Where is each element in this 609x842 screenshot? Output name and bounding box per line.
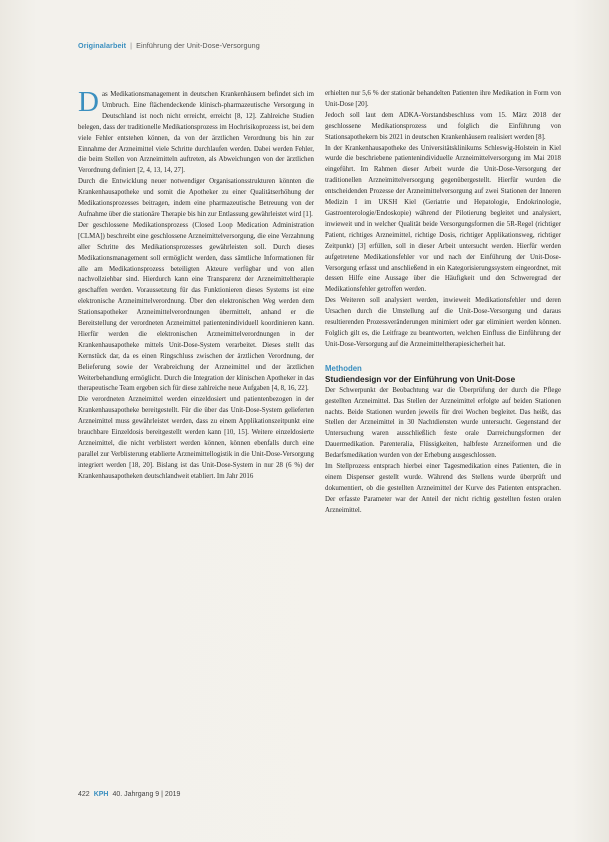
left-column xyxy=(78,86,314,483)
header-separator: | xyxy=(130,41,133,50)
paragraph xyxy=(78,86,314,177)
paragraph: Die verordneten Arzneimittel werden einzeldosiert und patientenbezogen in der Krankenhausapotheke bereitgestellt. Für die über das Unit-Dose-System gelieferten Arzneimittel muss gewährleistet werden, dass zu einem Applikationszeitpunkt eine brauchbare Einzeldosis bereitgestellt werden kann [10, 15]. Weitere einzeldosierte Arzneimittel, die nicht verblistert werden können, können ebenfalls durch eine parallel zur Verblisterung etablierte Arzneimittellogistik in die Unit-Dose-Versorgung integriert werden [18, 20]. Bislang ist das Unit-Dose-System in nur 28 (6 %) der Krankenhausapotheken deutschlandweit etabliert. Im Jahr 2016 xyxy=(78,396,314,480)
running-header xyxy=(78,41,260,50)
journal-issue: 40. Jahrgang 9 | 2019 xyxy=(112,791,181,798)
header-section-label: Originalarbeit xyxy=(78,41,127,50)
paragraph: Durch die Entwicklung neuer notwendiger Organisationsstrukturen könnten die Krankenhausapotheke und somit die Apotheker zu einer Qualitätserhöhung der Medikationsprozesses beitragen, indem eine pharmazeutische Betreuung von der Aufnahme über die stationäre Therapie bis hin zur Entlassung gewährleistet wird [1]. xyxy=(78,178,314,218)
right-column xyxy=(325,89,561,517)
page-number: 422 xyxy=(78,791,90,798)
paragraph: Jedoch soll laut dem ADKA-Vorstandsbeschluss vom 15. März 2018 der geschlossene Medikationsprozess und folglich die Einführung von Stationsapothekern bis 2021 in deutschen Krankenhäusern realisiert werden [8]. xyxy=(325,111,561,141)
paragraph: Des Weiteren soll analysiert werden, inwieweit Medikationsfehler und deren Ursachen durch die Umstellung auf die Unit-Dose-Versorgung und daraus resultierenden Prozessveränderungen minimiert oder gar eliminiert werden können. Folglich gilt es, die Leitfrage zu beantworten, welchen Einfluss die Einführung der Unit-Dose-Versorgung auf die Arzneimitteltherapiesicherheit hat. xyxy=(325,297,561,348)
header-topic: Einführung der Unit-Dose-Versorgung xyxy=(136,41,260,50)
journal-name: KPH xyxy=(93,791,109,798)
subsection-heading: Studiendesign vor der Einführung von Unit-Dose xyxy=(325,374,516,384)
paragraph: Der geschlossene Medikationsprozess (Closed Loop Medication Administration [CLMA]) beschreibt eine geschlossene Arzneimittelversorgung, die eine Verzahnung aller Schritte des Medikationsprozesses gewährleisten soll. Durch dieses Medikationsmanagement soll ermöglicht werden, dass sämtliche Informationen für alle am Medikationsprozess beteiligten Akteure verfügbar und von allen nachvollziehbar sind. Hierdurch kann eine Transparenz der Arzneimitteltherapie geschaffen werden. Voraussetzung für das Funktionieren dieses Systems ist eine elektronische Arzneimittelverordnung. Über den elektronischen Weg werden dem Stationsapotheker Arzneimittelverordnungen übermittelt, anhand er die Bereitstellung der verordneten Arzneimittel patientenindividuell koordinieren kann. Hierfür werden die elektronischen Arzneimittelverordnungen in der Krankenhausapotheke mittels Unit-Dose-System verarbeitet. Dieses stellt das Kernstück dar, da es einen Ringschluss zwischen der ärztlichen Verordnung, der Belieferung sowie der Verabreichung der Arzneimittel und der ärztlichen Weiterbehandlung ermöglicht. Durch die Integration der klinischen Apotheker in das therapeutische Team ergeben sich für diese zahlreiche neue Aufgaben [4, 8, 16, 22]. xyxy=(78,221,314,393)
page-footer xyxy=(78,791,180,798)
paragraph-text: as Medikationsmanagement in deutschen Krankenhäusern befindet sich im Umbruch. Eine flächendeckende klinisch-pharmazeutische Versorgung in Deutschland ist noch nicht erreicht, erreicht [8, 12]. Zahlreiche Studien belegen, dass der traditionelle Medikationsprozess im Hochrisikoprozess ist, bei dem viele Fehler entstehen können, da von der ärztlichen Verordnung bis hin zur Einnahme der Arzneimittel viele Schritte durchlaufen werden. Dabei werden Fehler, die beim Stellen von Arzneimitteln auftreten, als Abweichungen von der ärztlichen Verordnung definiert [2, 4, 13, 14, 27]. xyxy=(78,91,314,175)
drop-cap: D xyxy=(78,86,99,118)
paragraph: erhielten nur 5,6 % der stationär behandelten Patienten ihre Medikation in Form von Unit-Dose [20]. xyxy=(325,90,561,108)
paragraph: In der Krankenhausapotheke des Universitätsklinikums Schleswig-Holstein in Kiel wurde die beschriebene patientenindividuelle Arzneimittelversorgung im Mai 2018 eingeführt. Im Rahmen dieser Arbeit wurde die Unit-Dose-Versorgung der traditionellen Arzneimittelversorgung gegenübergestellt. Hierfür wurden die entscheidenden Prozesse der Arzneimittelversorgung auf zwei Stationen der Inneren Medizin I im UKSH Kiel (Geriatrie und Hepatologie, Endokrinologie, Gastroenterologie/Endoskopie) während der Pilotierung begleitet und analysiert, inwieweit und in welcher Qualität beide Versorgungsformen die 5R-Regel (richtiger Patient, richtiges Arzneimittel, richtige Dosis, richtiger Applikationsweg, richtiger Zeitpunkt) [3] erfüllen, soll in dieser Arbeit untersucht werden. Hierfür werden aufgetretene Medikationsfehler vor und nach der Einführung der Unit-Dose-Versorgung erfasst und anschließend in ein Kategorisierungssystem eingeordnet, mit dessen Hilfe eine Aussage über die Häufigkeit und den Schweregrad der Medikationsfehler getroffen werden. xyxy=(325,144,561,294)
section-heading: Methoden xyxy=(325,363,362,373)
paragraph: Im Stellprozess entsprach hierbei einer Tagesmedikation eines Patienten, die in einem Dispenser gestellt wurde. Während des Stellens wurde überprüft und dokumentiert, ob die gestellten Arzneimittel der Kurve des Patienten entsprachen. Der erfasste Parameter war der Anteil der nicht richtig gestellten festen oralen Arzneimittel. xyxy=(325,463,561,514)
paragraph: Der Schwerpunkt der Beobachtung war die Überprüfung der durch die Pflege gestellten Arzneimittel. Das Stellen der Arzneimittel erfolgte auf beiden Stationen nachts. Beide Stationen wurden jeweils für drei Wochen begleitet. Das heißt, das Stellen der Arzneimittel in 30 Nachtdiensten wurde untersucht. Gegenstand der Untersuchung waren ausschließlich feste orale Darreichungsformen der Dauermedikation. Parenteralia, Flüssigkeiten, halbfeste Arzneiformen und die Bedarfsmedikation wurden von der Erhebung ausgeschlossen. xyxy=(325,386,561,460)
